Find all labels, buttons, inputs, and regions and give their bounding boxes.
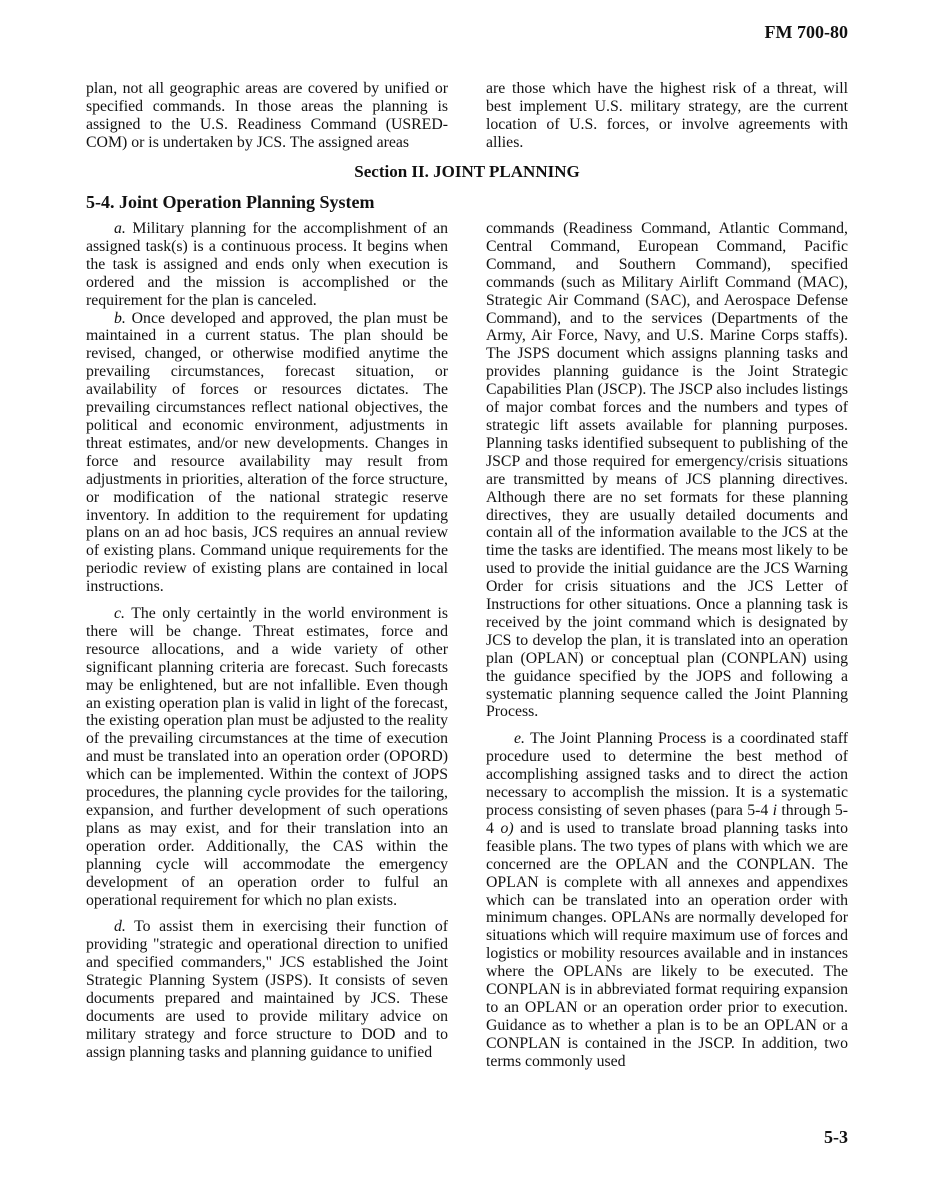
main-right-column [486,220,848,1071]
paragraph-e-text-2: through 5-4 [486,802,849,837]
paragraph-title: 5-4. Joint Operation Planning System [86,192,375,212]
paragraph-a-label: a. [114,220,126,237]
paragraph-c-text: The only certaintly in the world environment is there will be change. Threat estimates, force and resource allocations, and a wide variety of other significant planning criteria are forecast. Such forecasts may be enlightened, but are not infallible. Even though an existing operation plan is valid in light of the forecast, the existing operation plan must be adjusted to the reality of the prevailing circumstances at the time of execution and must be translated into an operation order (OPORD) which can be implemented. Within the context of JOPS procedures, the planning cycle provides for the tailoring, expansion, and further development of such operations plans as may exist, and for their translation into an operation order. Additionally, the CAS within the planning cycle will accommodate the emergency development of an operation order to fulful an operational requirement for which no plan exists. [86,605,448,909]
top-right-column [486,80,848,152]
paragraph-b-label: b. [114,309,126,327]
top-left-column [86,80,448,152]
paragraph-e-ref-2: o) [500,819,514,837]
paragraph-c-label: c. [114,605,125,623]
section-title: Section II. JOINT PLANNING [354,162,580,181]
continued-paragraph-left: plan, not all geographic areas are covered by unified or specified commands. In those areas the planning is assigned to the U.S. Readiness Command (USRED-COM) or is undertaken by JCS. The assigned areas [86,80,448,151]
paragraph-e-text-3: and is used to translate broad planning tasks into feasible plans. The two types of plans with which we are concerned are the OPLAN and the CONPLAN. The OPLAN is complete with all annexes and appendixes which can be translated into an operation order with minimum changes. OPLANs are normally developed for situations which will require maximum use of forces and logistics or mobility resources available and in instances where the OPLANs are likely to be executed. The CONPLAN is in abbreviated format requiring expansion to an OPLAN or an operation order prior to execution. Guidance as to whether a plan is to be an OPLAN or a CONPLAN is contained in the JSCP. In addition, two terms commonly used [486,819,849,1070]
paragraph-e [486,730,848,1070]
paragraph-b [86,310,448,597]
paragraph-a-text: Military planning for the accomplishment of an assigned task(s) is a continuous process. It begins when the task is assigned and ends only when execution is ordered and the mission is accomplished or the requirement for the plan is canceled. [86,220,448,309]
continued-paragraph-right: are those which have the highest risk of a threat, will best implement U.S. military strategy, are the current location of U.S. forces, or involve agreements with allies. [486,80,848,151]
paragraph-d [86,918,448,1061]
page-number: 5-3 [824,1127,848,1147]
paragraph-e-ref-1: i [772,802,778,819]
paragraph-d-label: d. [114,918,126,936]
paragraph-e-text-1: The Joint Planning Process is a coordinated staff procedure used to determine the best method of accomplishing assigned tasks and to direct the action necessary to accomplish the mission. It is a systematic process consisting of seven phases (para 5-4 [486,730,848,819]
document-id-header: FM 700-80 [764,22,848,42]
paragraph-c [86,605,448,909]
paragraph-a [86,220,448,310]
paragraph-b-text: Once developed and approved, the plan must be maintained in a current status. The plan should be revised, changed, or otherwise modified anytime the prevailing circumstances, forecast situation, or availability of forces or resources dictates. The prevailing circumstances reflect national objectives, the political and economic environment, adjustments in threat estimates, and/or new developments. Changes in force and resource availability may result from adjustments in priorities, alteration of the force structure, or modification of the national strategic reserve inventory. In addition to the requirement for updating plans on an ad hoc basis, JCS requires an annual review of existing plans. Command unique requirements for the periodic review of existing plans are contained in local instructions. [86,309,448,596]
paragraph-d-text: To assist them in exercising their function of providing "strategic and operational direction to unified and specified commanders," JCS established the Joint Strategic Planning System (JSPS). It consists of seven documents prepared and maintained by JCS. These documents are used to provide military advice on military strategy and force structure to DOD and to assign planning tasks and planning guidance to unified [86,918,448,1061]
paragraph-d-continued: commands (Readiness Command, Atlantic Command, Central Command, European Command, Pacific Command, and Southern Command), specified commands (such as Military Airlift Command (MAC), Strategic Air Command (SAC), and Aerospace Defense Command), and to the services (Departments of the Army, Air Force, Navy, and U.S. Marine Corps staffs). The JSPS document which assigns planning tasks and provides planning guidance is the Joint Strategic Capabilities Plan (JSCP). The JSCP also includes listings of major combat forces and the numbers and types of strategic lift assets available for planning purposes. Planning tasks identified subsequent to publishing of the JSCP and those required for emergency/crisis situations are transmitted by means of JCS planning directives. Although there are no set formats for these planning directives, they are usually detailed documents and contain all of the information available to the JCS at the time the tasks are identified. The means most likely to be used to provide the initial guidance are the JCS Warning Order for crisis situations and the JCS Letter of Instructions for other situations. Once a planning task is received by the joint command which is designated by JCS to develop the plan, it is translated into an operation plan (OPLAN) or conceptual plan (CONPLAN) using the guidance specified by the JOPS and following a systematic planning sequence called the Joint Planning Process. [486,220,848,721]
main-left-column [86,220,448,1062]
paragraph-e-label: e. [514,730,525,748]
